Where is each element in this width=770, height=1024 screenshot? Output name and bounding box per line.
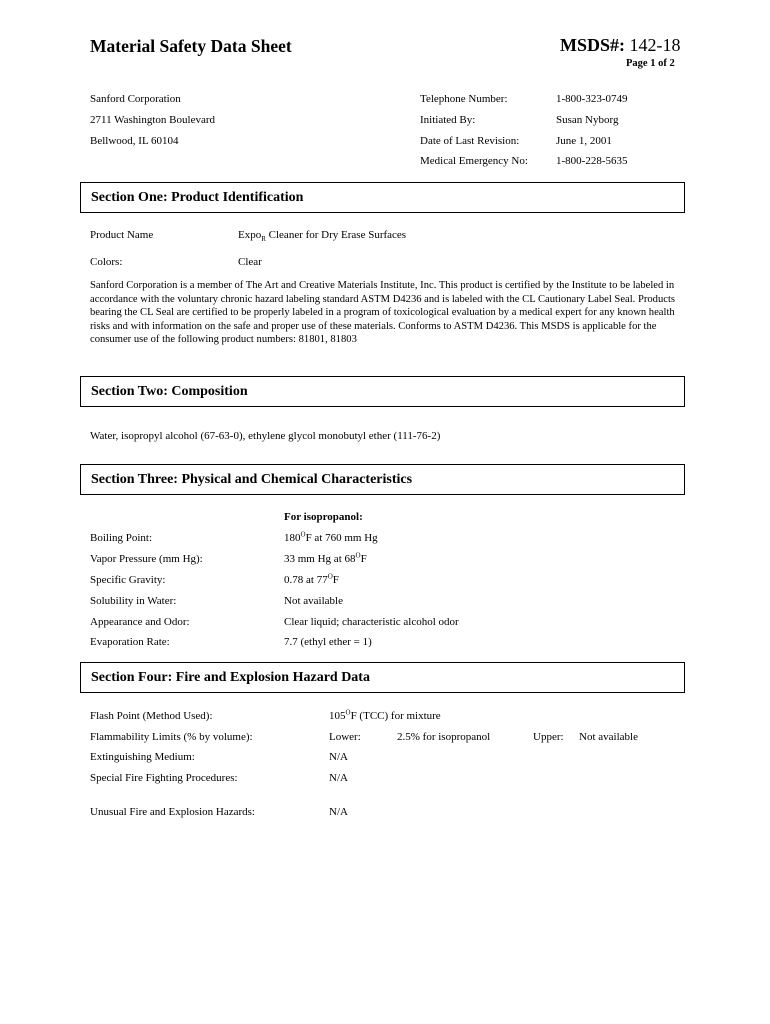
vapor-pressure-value: 33 mm Hg at $68^OF$ <box>284 551 367 565</box>
specific-gravity-value: 0.78 at $77^OF$ <box>284 572 339 586</box>
initiated-label: Initiated By: <box>420 114 476 126</box>
emergency-value: 1-800-228-5635 <box>556 155 628 167</box>
specific-gravity-label: Specific Gravity: <box>90 574 166 586</box>
extinguishing-label: Extinguishing Medium: <box>90 751 195 763</box>
telephone-label: Telephone Number: <box>420 93 508 105</box>
flash-point-label: Flash Point (Method Used): <box>90 710 213 722</box>
section-three-title: Section Three: Physical and Chemical Characteristics <box>91 472 413 487</box>
section-one-header <box>80 182 685 213</box>
msds-number <box>560 35 681 56</box>
vapor-pressure-label: Vapor Pressure (mm Hg): <box>90 553 203 565</box>
section-four-title: Section Four: Fire and Explosion Hazard Data <box>91 670 370 685</box>
lower-limit-label: Lower: <box>329 731 361 743</box>
upper-limit-label: Upper: <box>533 731 564 743</box>
isopropanol-subheader: For isopropanol: <box>284 511 363 523</box>
composition-text: Water, isopropyl alcohol (67-63-0), ethylene glycol monobutyl ether (111-76-2) <box>90 430 441 442</box>
solubility-label: Solubility in Water: <box>90 595 177 607</box>
emergency-label: Medical Emergency No: <box>420 155 528 167</box>
appearance-value: Clear liquid; characteristic alcohol odor <box>284 616 459 628</box>
flash-point-value: $105^OF$ (TCC) for mixture <box>329 708 441 722</box>
initiated-value: Susan Nyborg <box>556 114 619 126</box>
evaporation-label: Evaporation Rate: <box>90 636 170 648</box>
lower-limit-value: 2.5% for isopropanol <box>397 731 491 743</box>
special-procedures-value: N/A <box>329 772 348 784</box>
page-number: Page 1 of 2 <box>626 58 675 69</box>
registered-mark: R <box>261 235 266 244</box>
solubility-value: Not available <box>284 595 343 607</box>
unusual-hazards-label: Unusual Fire and Explosion Hazards: <box>90 806 255 818</box>
revision-label: Date of Last Revision: <box>420 135 520 147</box>
section-one-title: Section One: Product Identification <box>91 190 304 205</box>
section-two-header <box>80 376 685 407</box>
flammability-label: Flammability Limits (% by volume): <box>90 731 253 743</box>
colors-value: Clear <box>238 256 262 268</box>
appearance-label: Appearance and Odor: <box>90 616 190 628</box>
upper-limit-value: Not available <box>579 731 638 743</box>
section-two-title: Section Two: Composition <box>91 384 248 399</box>
evaporation-value: 7.7 (ethyl ether = 1) <box>284 636 372 648</box>
company-address-line2: Bellwood, IL 60104 <box>90 135 179 147</box>
msds-label: MSDS#: <box>560 35 626 55</box>
boiling-point-value: $180^OF$ at 760 mm Hg <box>284 530 378 544</box>
company-address-line1: 2711 Washington Boulevard <box>90 114 215 126</box>
document-title: Material Safety Data Sheet <box>90 36 292 56</box>
product-name-value: Expo$_R$ Cleaner for Dry Erase Surfaces <box>238 229 407 244</box>
section-three-header <box>80 464 685 495</box>
msds-value: 142-18 <box>629 35 681 55</box>
colors-label: Colors: <box>90 256 123 268</box>
section-four-header <box>80 662 685 693</box>
extinguishing-value: N/A <box>329 751 348 763</box>
company-name: Sanford Corporation <box>90 93 181 105</box>
certification-paragraph: Sanford Corporation is a member of The Art and Creative Materials Institute, Inc. This product is certified by the Institute to be labeled in accordance with the voluntary chronic hazard labeling standard ASTM D4236 and is labeled with the CL Cautionary Label Seal. Products bearing the CL Seal are certified to be properly labeled in a program of toxicological evaluation by a medical expert for any known health risks and with information on the safe and proper use of these materials. Conforms to ASTM D4236. This MSDS is applicable for the consumer use of the following product numbers: 81801, 81803 <box>90 280 676 346</box>
product-name-label: Product Name <box>90 229 154 241</box>
boiling-point-label: Boiling Point: <box>90 532 153 544</box>
telephone-value: 1-800-323-0749 <box>556 93 628 105</box>
special-procedures-label: Special Fire Fighting Procedures: <box>90 772 238 784</box>
unusual-hazards-value: N/A <box>329 806 348 818</box>
revision-value: June 1, 2001 <box>556 135 612 147</box>
